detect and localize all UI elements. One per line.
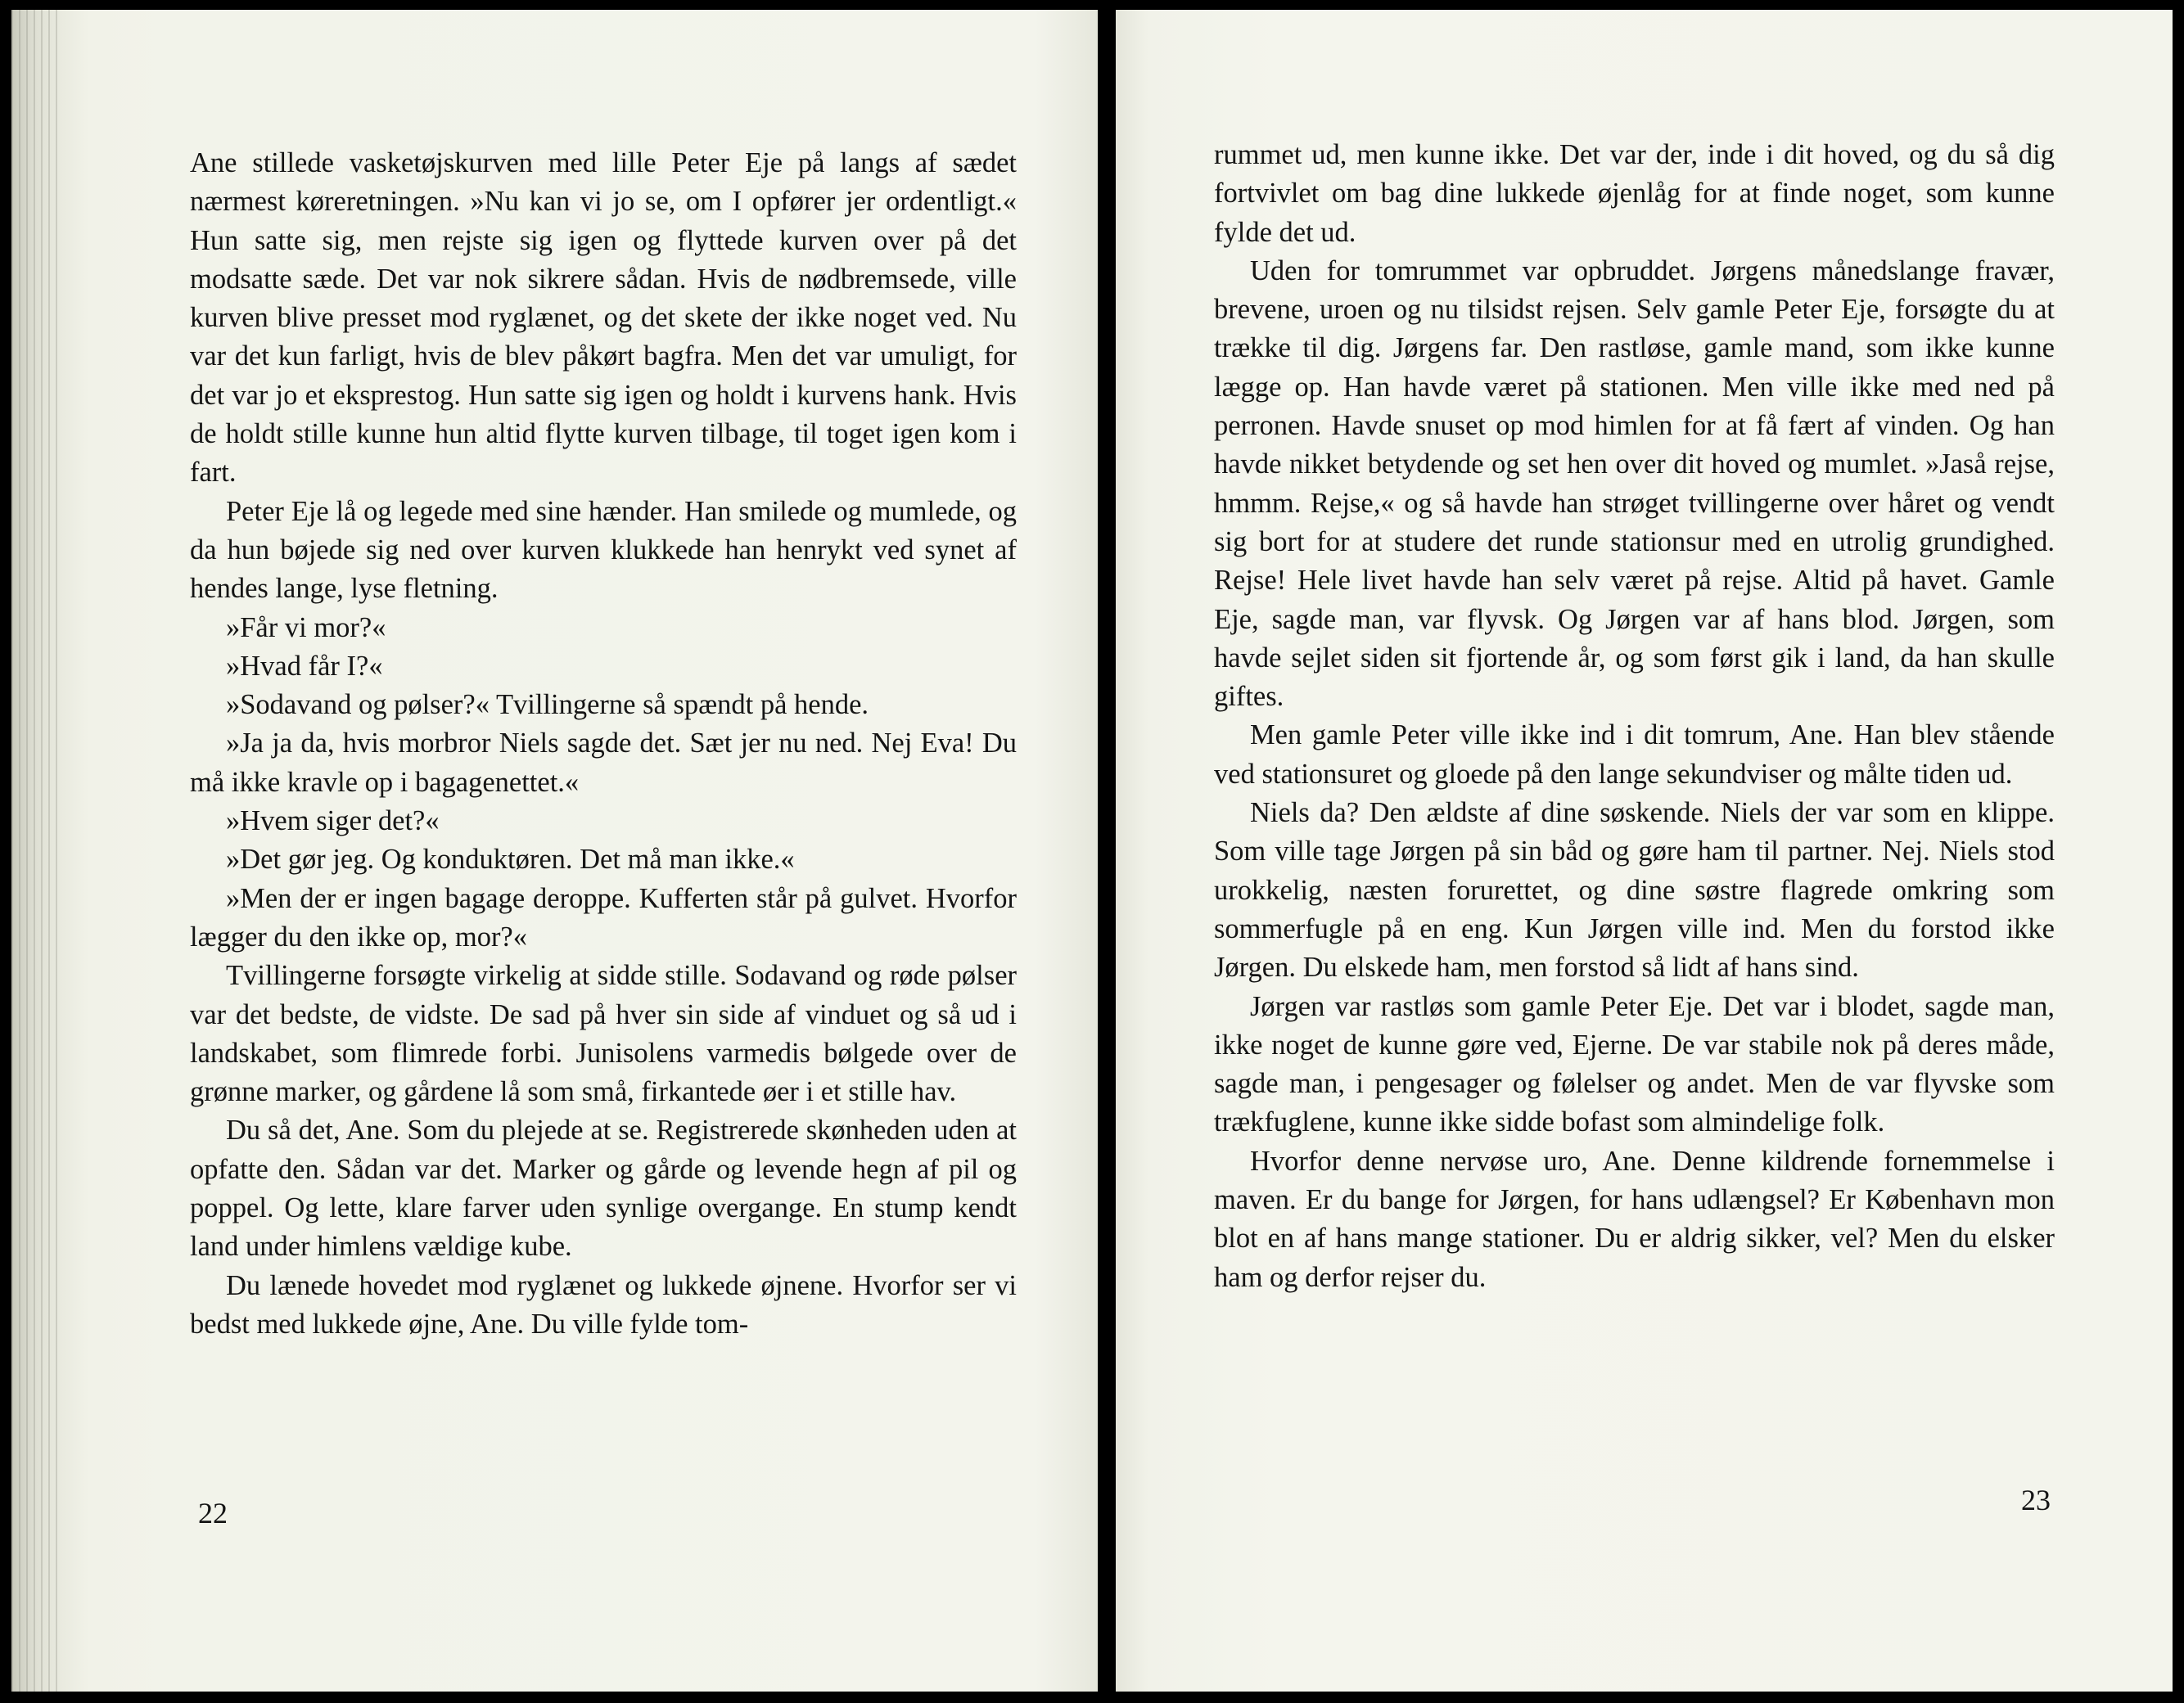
- paragraph: »Ja ja da, hvis morbror Niels sagde det. Sæt jer nu ned. Nej Eva! Du må ikke kravle op i bagagenettet.«: [190, 728, 1017, 798]
- paragraph: »Får vi mor?«: [226, 611, 386, 643]
- paragraph: Du så det, Ane. Som du plejede at se. Registrerede skønheden uden at opfatte den. Sådan var det. Marker og gårde og levende hegn af pil og poppel. Og lette, klare farver uden synlige overgange. En stump kendt land under himlens vældige kube.: [190, 1115, 1017, 1263]
- paragraph: rummet ud, men kunne ikke. Det var der, inde i dit hoved, og du så dig fortvivlet om bag dine lukkede øjenlåg for at finde noget, som kunne fylde det ud.: [1214, 139, 2055, 248]
- paragraph: »Hvad får I?«: [226, 650, 383, 682]
- paragraph: »Det gør jeg. Og konduktøren. Det må man ikke.«: [226, 844, 795, 876]
- page-edge-shading: [11, 10, 61, 1692]
- paragraph: »Hvem siger det?«: [226, 805, 440, 837]
- paragraph: Tvillingerne forsøgte virkelig at sidde stille. Sodavand og røde pølser var det bedste, de vidste. De sad på hver sin side af vinduet og så ud i landskabet, som flimrede forbi. Junisolens varmedis bølgede over de grønne marker, og gårdene lå som små, firkantede øer i et stille hav.: [190, 960, 1017, 1108]
- paragraph: Ane stillede vasketøjskurven med lille Peter Eje på langs af sædet nærmest køreretningen. »Nu kan vi jo se, om I opfører jer ordentligt.« Hun satte sig, men rejste sig igen og flyttede kurven over på det modsatte sæde. Det var nok sikrere sådan. Hvis de nødbremsede, ville kurven blive presset mod ryglænet, og det skete der ikke noget ved. Nu var det kun farligt, hvis de blev påkørt bagfra. Men det var umuligt, for det var jo et eksprestog. Hun satte sig igen og holdt i kurvens hank. Hvis de holdt stille kunne hun altid flytte kurven tilbage, til toget igen kom i fart.: [190, 147, 1017, 489]
- paragraph: Hvorfor denne nervøse uro, Ane. Denne kildrende fornemmelse i maven. Er du bange for Jørgen, for hans udlængsel? Er København mon blot en af hans mange stationer. Du er aldrig sikker, vel? Men du elsker ham og derfor rejser du.: [1214, 1145, 2055, 1293]
- page-number-left: 22: [198, 1497, 228, 1530]
- paragraph: Du lænede hovedet mod ryglænet og lukkede øjnene. Hvorfor ser vi bedst med lukkede øjne, Ane. Du ville fylde tom-: [190, 1269, 1017, 1340]
- page-number-right: 23: [2021, 1484, 2051, 1516]
- paragraph: »Men der er ingen bagage deroppe. Kufferten står på gulvet. Hvorfor lægger du den ikke op, mor?«: [190, 882, 1017, 953]
- paragraph: Niels da? Den ældste af dine søskende. Niels der var som en klippe. Som ville tage Jørgen på sin båd og gøre ham til partner. Nej. Niels stod urokkelig, næsten forurettet, og dine søstre flagrede omkring som sommerfugle på en eng. Kun Jørgen ville ind. Men du forstod ikke Jørgen. Du elskede ham, men forstod så lidt af hans sind.: [1214, 797, 2055, 984]
- paragraph: Jørgen var rastløs som gamle Peter Eje. Det var i blodet, sagde man, ikke noget de kunne gøre ved, Ejerne. De var stabile nok på deres måde, sagde man, i pengesager og følelser og andet. Men de var flyvske som trækfuglene, kunne ikke sidde bofast som almindelige folk.: [1214, 990, 2055, 1138]
- paragraph: Peter Eje lå og legede med sine hænder. Han smilede og mumlede, og da hun bøjede sig ned over kurven klukkede han henrykt ved synet af hendes lange, lyse fletning.: [190, 495, 1017, 605]
- right-page-text: [1214, 136, 2055, 1297]
- left-page-text: [190, 144, 1017, 1344]
- paragraph: Uden for tomrummet var opbruddet. Jørgens månedslange fravær, brevene, uroen og nu tilsidst rejsen. Selv gamle Peter Eje, forsøgte du at trække til dig. Jørgens far. Den rastløse, gamle mand, som ikke kunne lægge op. Han havde været på stationen. Men ville ikke med ned på perronen. Havde snuset op mod himlen for at få fært af vinden. Og han havde nikket betydende og set hen over dit hoved og mumlet. »Jaså rejse, hmmm. Rejse,« og så havde han strøget tvillingerne over håret og vendt sig bort for at studere det runde stationsur med en utrolig grundighed. Rejse! Hele livet havde han selv været på rejse. Altid på havet. Gamle Eje, sagde man, var flyvsk. Og Jørgen var af hans blod. Jørgen, som havde sejlet siden sit fjortende år, og som først gik i land, da han skulle giftes.: [1214, 255, 2055, 713]
- paragraph: »Sodavand og pølser?« Tvillingerne så spændt på hende.: [226, 689, 869, 721]
- paragraph: Men gamle Peter ville ikke ind i dit tomrum, Ane. Han blev stående ved stationsuret og gloede på den lange sekundviser og målte tiden ud.: [1214, 719, 2055, 790]
